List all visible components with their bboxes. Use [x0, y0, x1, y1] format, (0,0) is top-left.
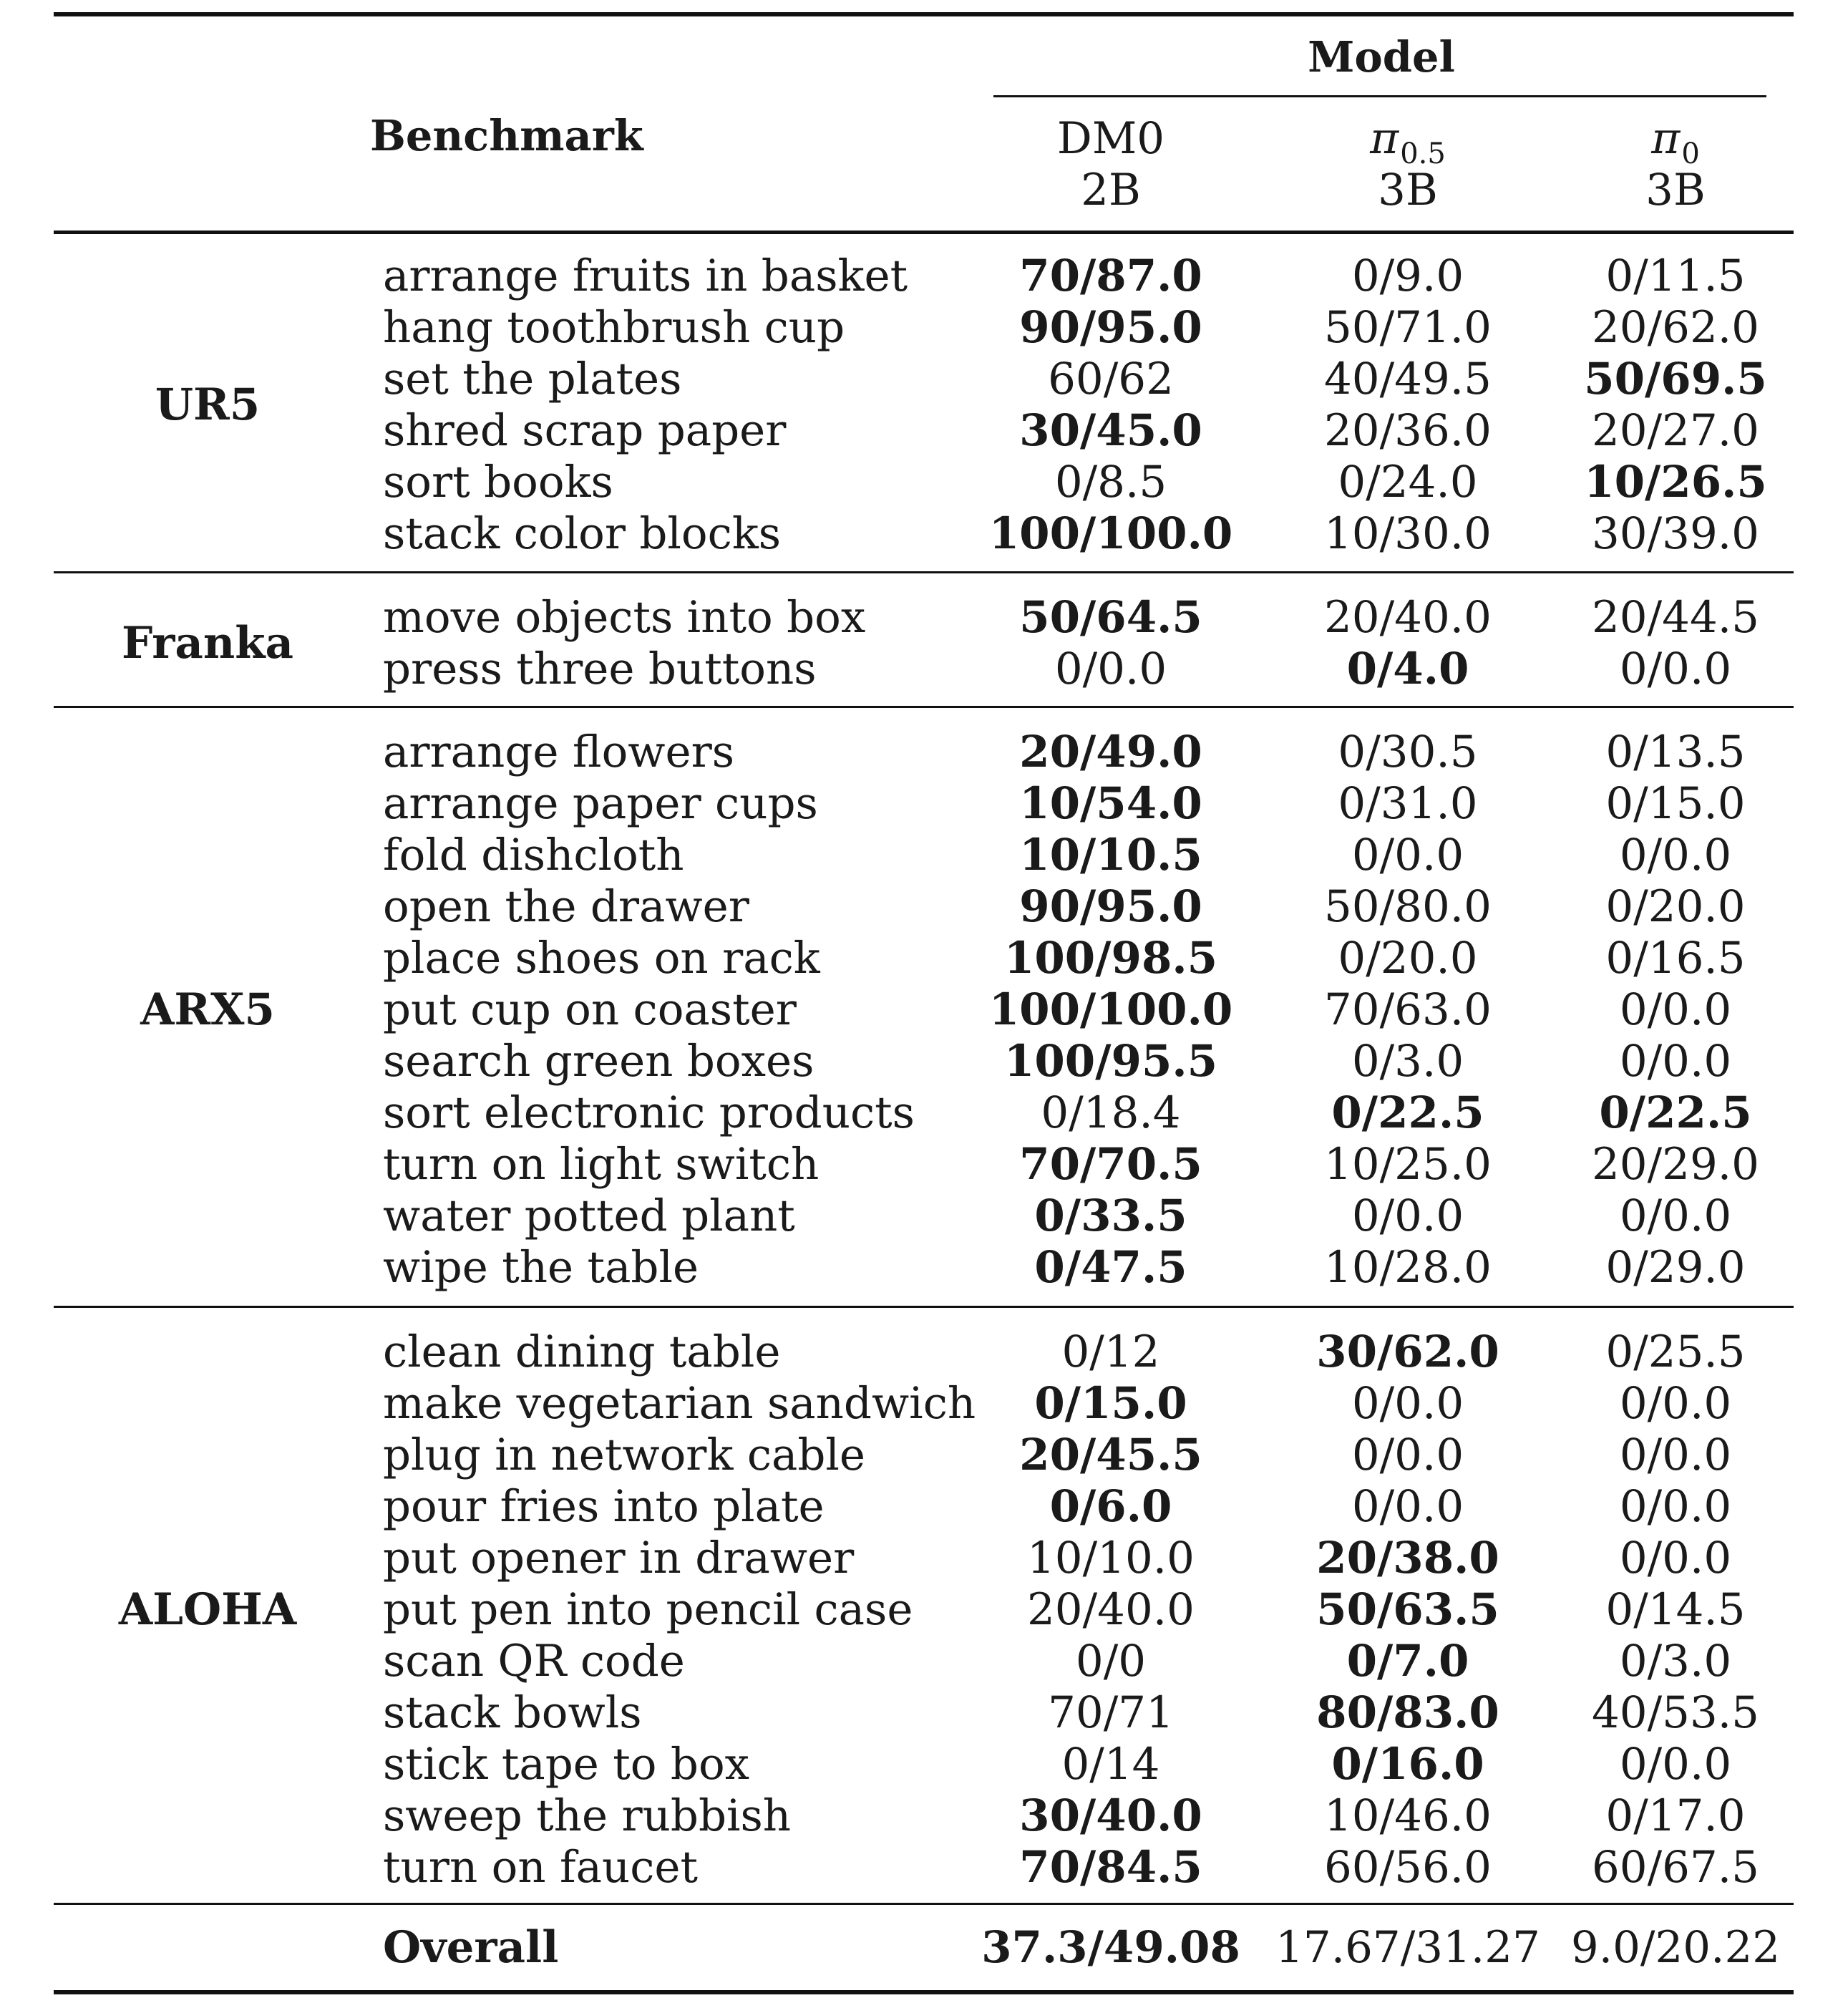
benchmark-header: Benchmark: [370, 111, 643, 160]
score-cell: 50/80.0: [1324, 881, 1492, 932]
score-cell: 40/53.5: [1592, 1687, 1759, 1738]
model-dm0-size: 2B: [1081, 165, 1141, 215]
robot-label-ur5: UR5: [155, 379, 261, 430]
score-cell: 30/62.0: [1316, 1326, 1499, 1377]
score-cell: 80/83.0: [1316, 1687, 1499, 1738]
overall-dm0: 37.3/49.08: [981, 1922, 1240, 1973]
task-name: stack color blocks: [383, 508, 782, 559]
group-rule: [54, 571, 1794, 573]
score-cell: 60/67.5: [1592, 1842, 1759, 1893]
score-cell: 0/0.0: [1619, 1190, 1732, 1241]
robot-label-arx5: ARX5: [140, 984, 275, 1035]
score-cell: 20/36.0: [1324, 405, 1492, 456]
score-cell: 0/13.5: [1605, 727, 1746, 777]
task-name: fold dishcloth: [383, 830, 684, 881]
score-cell: 100/100.0: [988, 508, 1233, 559]
task-name: turn on faucet: [383, 1842, 699, 1893]
task-name: open the drawer: [383, 881, 749, 932]
task-name: plug in network cable: [383, 1430, 866, 1480]
score-cell: 0/0.0: [1351, 1430, 1464, 1480]
score-cell: 90/95.0: [1019, 302, 1202, 353]
score-cell: 0/3.0: [1351, 1036, 1464, 1087]
score-cell: 0/0.0: [1619, 1036, 1732, 1087]
score-cell: 0/0.0: [1351, 830, 1464, 881]
score-cell: 70/71: [1048, 1687, 1174, 1738]
score-cell: 0/16.5: [1605, 933, 1746, 984]
score-cell: 70/63.0: [1324, 984, 1492, 1035]
task-name: arrange flowers: [383, 727, 735, 777]
score-cell: 20/27.0: [1592, 405, 1759, 456]
score-cell: 0/4.0: [1346, 644, 1469, 694]
score-cell: 0/18.4: [1041, 1087, 1181, 1138]
score-cell: 0/11.5: [1605, 251, 1746, 301]
score-cell: 20/45.5: [1019, 1430, 1202, 1480]
task-name: search green boxes: [383, 1036, 814, 1087]
task-name: move objects into box: [383, 592, 866, 643]
score-cell: 0/47.5: [1034, 1242, 1187, 1293]
task-name: put opener in drawer: [383, 1533, 855, 1583]
score-cell: 0/0.0: [1619, 984, 1732, 1035]
task-name: sort books: [383, 457, 613, 508]
score-cell: 0/20.0: [1338, 933, 1478, 984]
score-cell: 0/0.0: [1619, 1533, 1732, 1583]
overall-label: Overall: [383, 1922, 559, 1973]
task-name: clean dining table: [383, 1326, 781, 1377]
score-cell: 0/3.0: [1619, 1636, 1732, 1687]
score-cell: 0/20.0: [1605, 881, 1746, 932]
model-cmidrule: [993, 95, 1766, 97]
task-name: make vegetarian sandwich: [383, 1378, 976, 1429]
score-cell: 20/40.0: [1027, 1584, 1195, 1635]
score-cell: 0/33.5: [1034, 1190, 1187, 1241]
score-cell: 0/7.0: [1346, 1636, 1469, 1687]
score-cell: 90/95.0: [1019, 881, 1202, 932]
score-cell: 10/54.0: [1019, 778, 1202, 829]
score-cell: 0/0.0: [1351, 1481, 1464, 1532]
score-cell: 100/100.0: [988, 984, 1233, 1035]
score-cell: 30/40.0: [1019, 1790, 1202, 1841]
score-cell: 20/38.0: [1316, 1533, 1499, 1583]
overall-pi0: 9.0/20.22: [1570, 1922, 1781, 1973]
score-cell: 0/25.5: [1605, 1326, 1746, 1377]
score-cell: 100/98.5: [1003, 933, 1218, 984]
score-cell: 50/63.5: [1316, 1584, 1499, 1635]
score-cell: 10/28.0: [1324, 1242, 1492, 1293]
score-cell: 20/49.0: [1019, 727, 1202, 777]
task-name: wipe the table: [383, 1242, 699, 1293]
score-cell: 0/17.0: [1605, 1790, 1746, 1841]
bottom-rule: [54, 1990, 1794, 1994]
model-pi0-name: $\pi_0$: [1651, 113, 1700, 170]
score-cell: 0/0.0: [1619, 1430, 1732, 1480]
score-cell: 10/46.0: [1324, 1790, 1492, 1841]
score-cell: 10/25.0: [1324, 1139, 1492, 1190]
score-cell: 0/29.0: [1605, 1242, 1746, 1293]
score-cell: 40/49.5: [1324, 354, 1492, 404]
model-pi05-name: $\pi_{0.5}$: [1370, 113, 1446, 170]
task-name: place shoes on rack: [383, 933, 820, 984]
score-cell: 0/0.0: [1054, 644, 1167, 694]
score-cell: 0/0.0: [1619, 1378, 1732, 1429]
score-cell: 60/56.0: [1324, 1842, 1492, 1893]
task-name: hang toothbrush cup: [383, 302, 845, 353]
score-cell: 20/40.0: [1324, 592, 1492, 643]
group-rule: [54, 706, 1794, 708]
task-name: sweep the rubbish: [383, 1790, 792, 1841]
score-cell: 0/31.0: [1338, 778, 1478, 829]
score-cell: 0/6.0: [1049, 1481, 1172, 1532]
score-cell: 50/64.5: [1019, 592, 1202, 643]
robot-label-aloha: ALOHA: [118, 1584, 297, 1635]
group-rule: [54, 1903, 1794, 1905]
score-cell: 30/45.0: [1019, 405, 1202, 456]
score-cell: 0/30.5: [1338, 727, 1478, 777]
score-cell: 70/70.5: [1019, 1139, 1202, 1190]
score-cell: 60/62: [1048, 354, 1174, 404]
top-rule: [54, 12, 1794, 16]
task-name: arrange fruits in basket: [383, 251, 908, 301]
score-cell: 20/44.5: [1592, 592, 1759, 643]
robot-label-franka: Franka: [121, 618, 294, 669]
score-cell: 0/16.0: [1331, 1739, 1484, 1790]
task-name: set the plates: [383, 354, 682, 404]
score-cell: 0/0.0: [1619, 644, 1732, 694]
score-cell: 0/22.5: [1599, 1087, 1752, 1138]
task-name: pour fries into plate: [383, 1481, 825, 1532]
score-cell: 0/0.0: [1351, 1378, 1464, 1429]
score-cell: 0/0.0: [1351, 1190, 1464, 1241]
score-cell: 0/0.0: [1619, 830, 1732, 881]
score-cell: 50/71.0: [1324, 302, 1492, 353]
score-cell: 70/84.5: [1019, 1842, 1202, 1893]
task-name: press three buttons: [383, 644, 817, 694]
score-cell: 0/9.0: [1351, 251, 1464, 301]
score-cell: 0/0.0: [1619, 1739, 1732, 1790]
model-dm0-name: DM0: [1056, 113, 1165, 164]
task-name: put cup on coaster: [383, 984, 797, 1035]
score-cell: 0/15.0: [1605, 778, 1746, 829]
score-cell: 0/22.5: [1331, 1087, 1484, 1138]
score-cell: 10/26.5: [1584, 457, 1767, 508]
score-cell: 0/0: [1075, 1636, 1147, 1687]
score-cell: 0/8.5: [1054, 457, 1167, 508]
score-cell: 0/12: [1061, 1326, 1160, 1377]
task-name: stick tape to box: [383, 1739, 750, 1790]
score-cell: 20/62.0: [1592, 302, 1759, 353]
score-cell: 10/10.5: [1019, 830, 1202, 881]
task-name: sort electronic products: [383, 1087, 915, 1138]
task-name: stack bowls: [383, 1687, 642, 1738]
header-rule: [54, 231, 1794, 234]
model-pi0-size: 3B: [1645, 165, 1706, 215]
score-cell: 100/95.5: [1003, 1036, 1218, 1087]
model-header: Model: [1308, 32, 1455, 82]
score-cell: 0/24.0: [1338, 457, 1478, 508]
score-cell: 50/69.5: [1584, 354, 1767, 404]
score-cell: 70/87.0: [1019, 251, 1202, 301]
task-name: put pen into pencil case: [383, 1584, 913, 1635]
score-cell: 30/39.0: [1592, 508, 1759, 559]
score-cell: 20/29.0: [1592, 1139, 1759, 1190]
overall-pi05: 17.67/31.27: [1275, 1922, 1540, 1973]
model-pi05-size: 3B: [1378, 165, 1438, 215]
score-cell: 10/10.0: [1027, 1533, 1195, 1583]
task-name: water potted plant: [383, 1190, 795, 1241]
score-cell: 0/0.0: [1619, 1481, 1732, 1532]
score-cell: 0/14: [1061, 1739, 1160, 1790]
score-cell: 0/14.5: [1605, 1584, 1746, 1635]
score-cell: 0/15.0: [1034, 1378, 1187, 1429]
task-name: turn on light switch: [383, 1139, 820, 1190]
task-name: arrange paper cups: [383, 778, 818, 829]
task-name: scan QR code: [383, 1636, 685, 1687]
task-name: shred scrap paper: [383, 405, 787, 456]
group-rule: [54, 1306, 1794, 1308]
score-cell: 10/30.0: [1324, 508, 1492, 559]
